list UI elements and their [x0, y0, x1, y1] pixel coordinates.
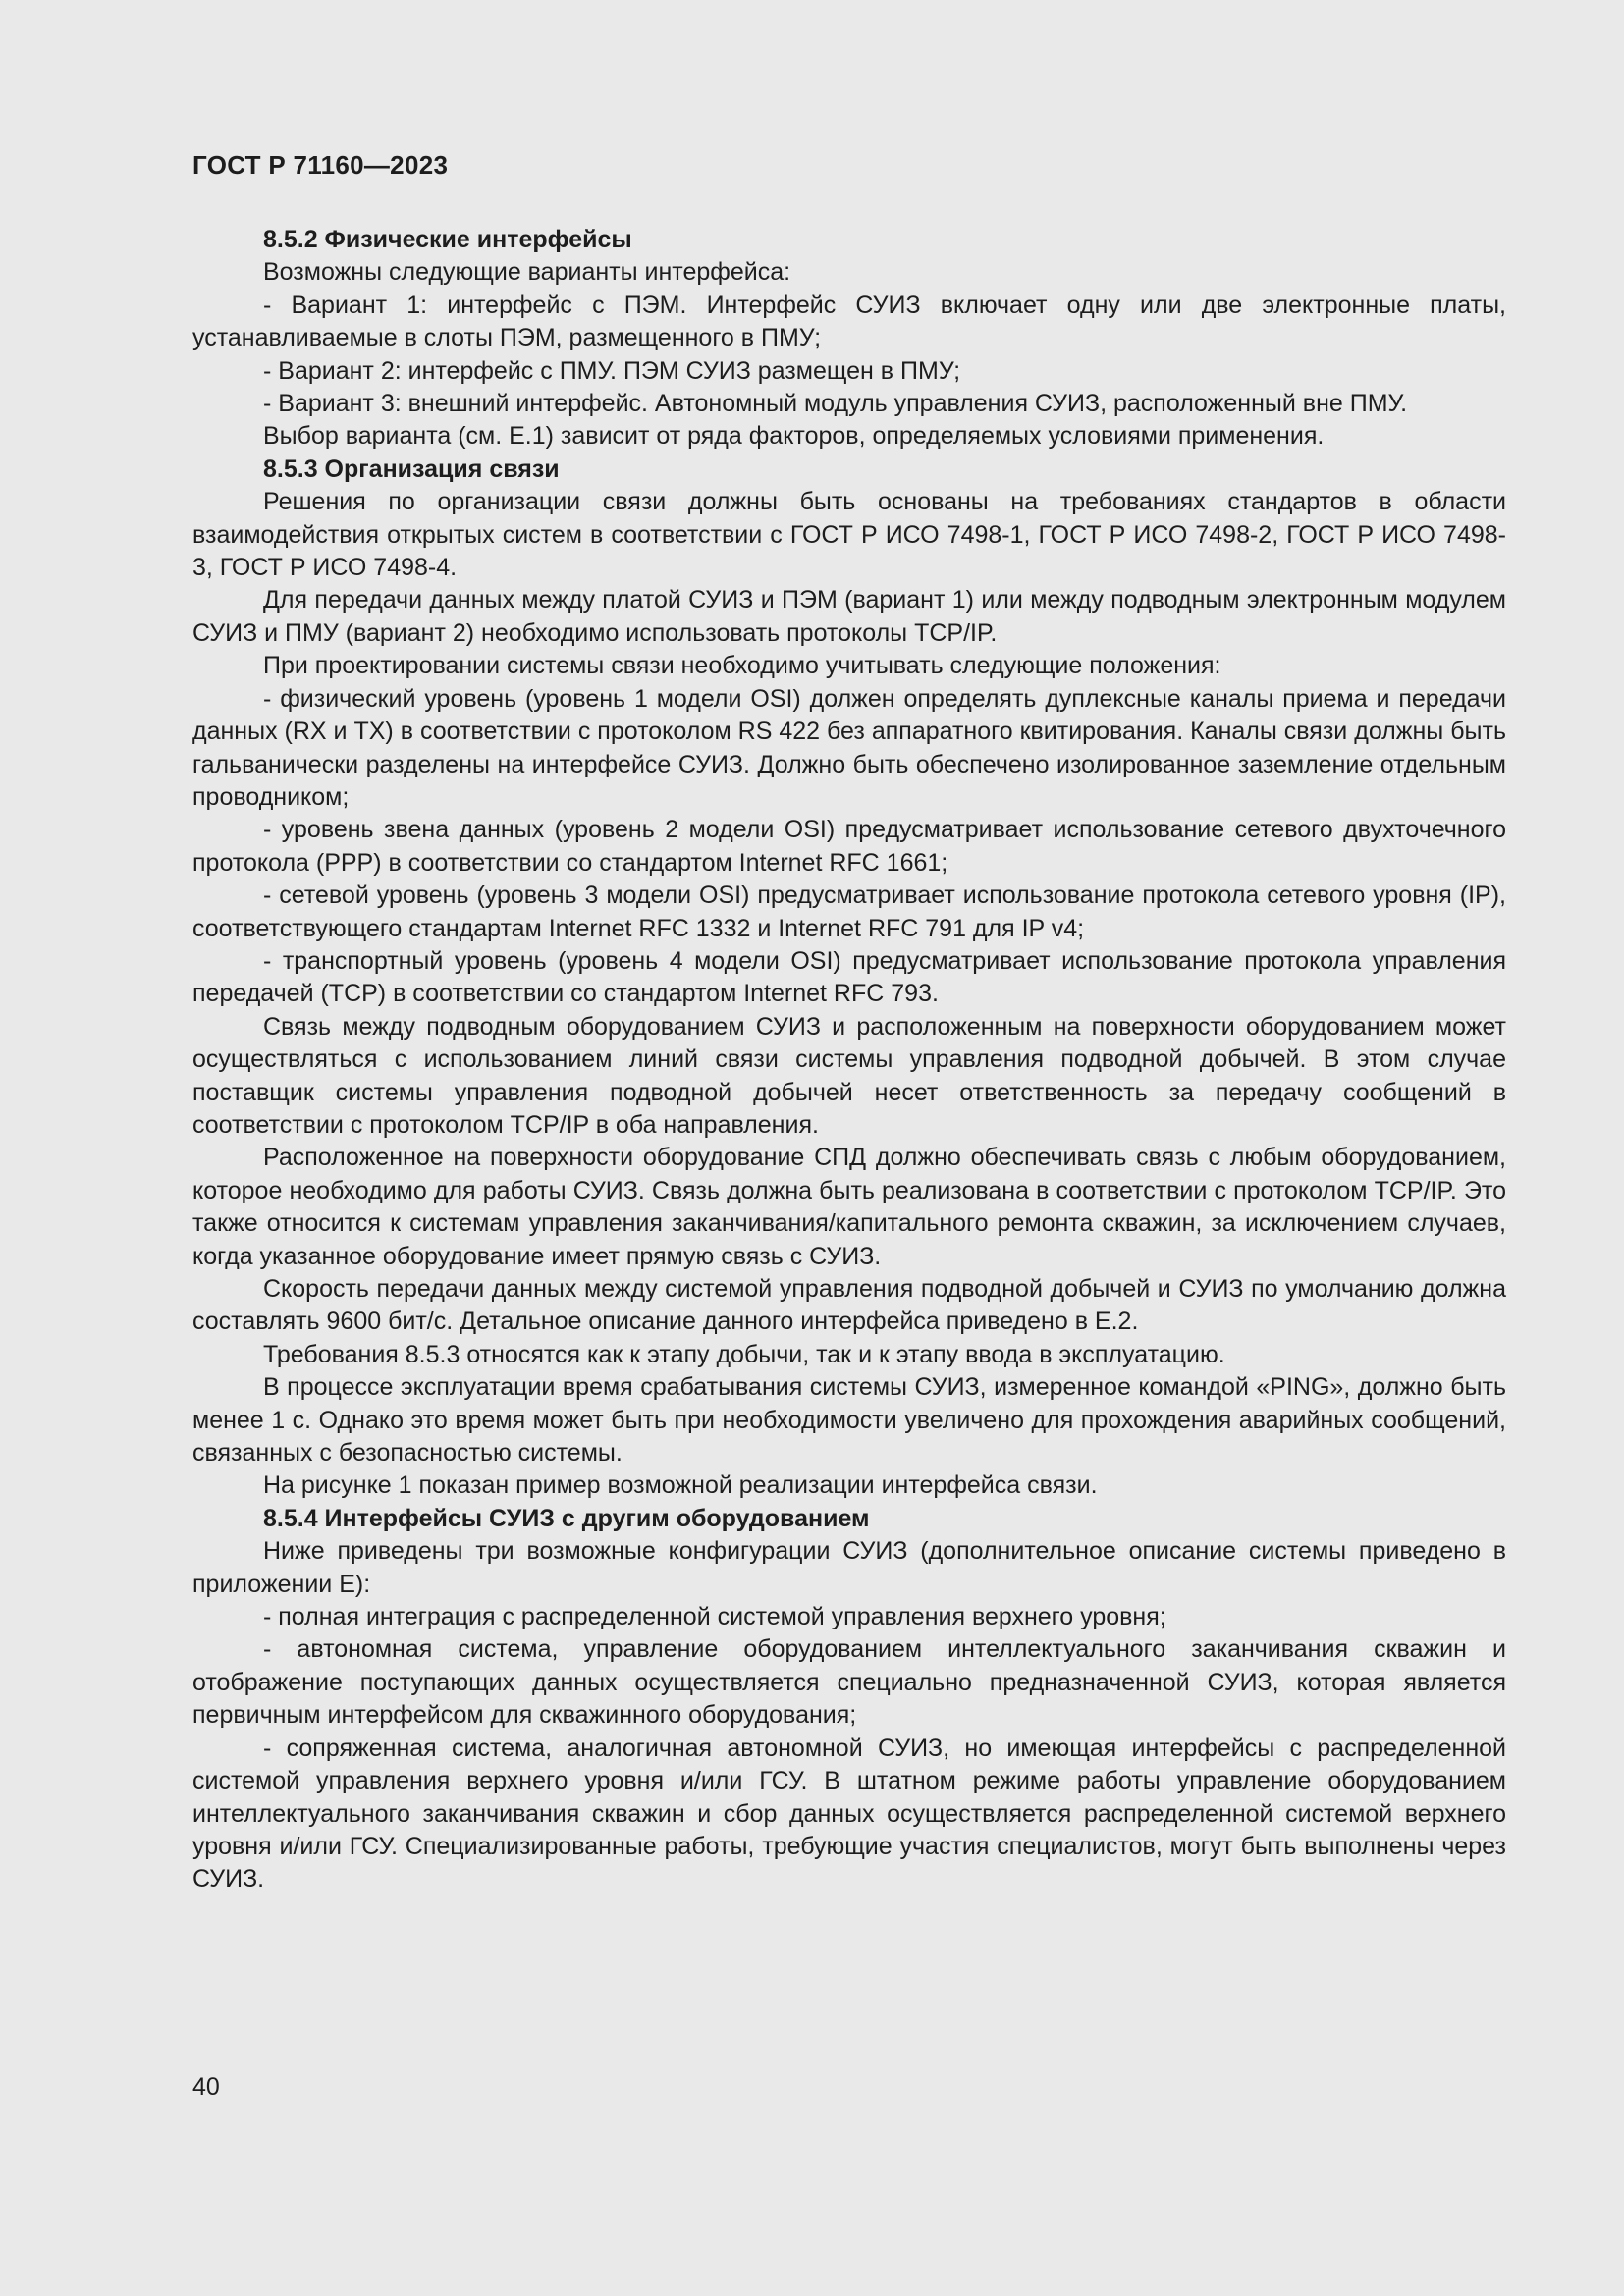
list-item: - уровень звена данных (уровень 2 модели OSI) предусматривает использование сетевого двухточечного протокола (PPP) в соответствии со стандартом Internet RFC 1661; — [192, 816, 1506, 877]
paragraph: В процессе эксплуатации время срабатывания системы СУИЗ, измеренное командой «PING», должно быть менее 1 с. Однако это время может быть при необходимости увеличено для прохождения аварийных сообщений, связанных с безопасностью системы. — [192, 1373, 1506, 1468]
list-item: - Вариант 2: интерфейс с ПМУ. ПЭМ СУИЗ размещен в ПМУ; — [263, 356, 961, 385]
paragraph: Ниже приведены три возможные конфигурации СУИЗ (дополнительное описание системы приведено в приложении Е): — [192, 1537, 1506, 1598]
list-item: - сопряженная система, аналогичная автономной СУИЗ, но имеющая интерфейсы с распределенной системой управления верхнего уровня и/или ГСУ. В штатном режиме работы управление оборудованием интеллектуального заканчивания скважин и сбор данных осуществляется распределенной системой верхнего уровня и/или ГСУ. Специализированные работы, требующие участия специалистов, могут быть выполнены через СУИЗ. — [192, 1734, 1506, 1894]
list-item: - Вариант 3: внешний интерфейс. Автономный модуль управления СУИЗ, расположенный вне ПМУ. — [263, 390, 1408, 418]
paragraph: Возможны следующие варианты интерфейса: — [263, 258, 791, 287]
list-item: - сетевой уровень (уровень 3 модели OSI) предусматривает использование протокола сетевого уровня (IP), соответствующего стандартам Internet RFC 1332 и Internet RFC 791 для IP v4; — [192, 881, 1506, 942]
paragraph: Скорость передачи данных между системой управления подводной добычей и СУИЗ по умолчанию должна составлять 9600 бит/с. Детальное описание данного интерфейса приведено в Е.2. — [192, 1275, 1506, 1336]
page-number: 40 — [192, 2073, 220, 2101]
section-heading-8-5-3: 8.5.3 Организация связи — [263, 454, 560, 483]
list-item: - автономная система, управление оборудованием интеллектуального заканчивания скважин и отображение поступающих данных осуществляется специально предназначенной СУИЗ, которая является первичным интерфейсом для скважинного оборудования; — [192, 1635, 1506, 1730]
paragraph: Выбор варианта (см. Е.1) зависит от ряда факторов, определяемых условиями применения. — [263, 422, 1325, 451]
list-item: - физический уровень (уровень 1 модели OSI) должен определять дуплексные каналы приема и передачи данных (RX и TX) в соответствии с протоколом RS 422 без аппаратного квитирования. Каналы связи должны быть гальванически разделены на интерфейсе СУИЗ. Должно быть обеспечено изолированное заземление отдельным проводником; — [192, 684, 1506, 811]
section-heading-8-5-2: 8.5.2 Физические интерфейсы — [263, 226, 632, 253]
paragraph: Требования 8.5.3 относятся как к этапу добычи, так и к этапу ввода в эксплуатацию. — [263, 1340, 1225, 1368]
paragraph: Решения по организации связи должны быть основаны на требованиях стандартов в области взаимодействия открытых систем в соответствии с ГОСТ Р ИСО 7498-1, ГОСТ Р ИСО 7498-2, ГОСТ Р ИСО 7498-3, ГОСТ Р ИСО 7498-4. — [192, 488, 1506, 582]
standard-id-header: ГОСТ Р 71160—2023 — [192, 150, 449, 180]
paragraph: При проектировании системы связи необходимо учитывать следующие положения: — [263, 652, 1221, 680]
paragraph: Связь между подводным оборудованием СУИЗ и расположенным на поверхности оборудованием может осуществляться с использованием линий связи системы управления подводной добычей. В этом случае поставщик системы управления подводной добычей несет ответственность за передачу сообщений в соответствии с протоколом TCP/IP в оба направления. — [192, 1012, 1506, 1139]
paragraph: Расположенное на поверхности оборудование СПД должно обеспечивать связь с любым оборудованием, которое необходимо для работы СУИЗ. Связь должна быть реализована в соответствии с протоколом TCP/IP. Это также относится к системам управления заканчивания/капитального ремонта скважин, за исключением случаев, когда указанное оборудование имеет прямую связь с СУИЗ. — [192, 1144, 1506, 1270]
paragraph: Для передачи данных между платой СУИЗ и ПЭМ (вариант 1) или между подводным электронным модулем СУИЗ и ПМУ (вариант 2) необходимо использовать протоколы TCP/IP. — [192, 586, 1506, 647]
document-body — [192, 224, 1506, 1896]
section-heading-8-5-4: 8.5.4 Интерфейсы СУИЗ с другим оборудованием — [263, 1504, 870, 1532]
list-item: - полная интеграция с распределенной системой управления верхнего уровня; — [263, 1603, 1166, 1631]
list-item: - Вариант 1: интерфейс с ПЭМ. Интерфейс СУИЗ включает одну или две электронные платы, устанавливаемые в слоты ПЭМ, размещенного в ПМУ; — [192, 291, 1506, 352]
paragraph: На рисунке 1 показан пример возможной реализации интерфейса связи. — [263, 1471, 1098, 1500]
list-item: - транспортный уровень (уровень 4 модели OSI) предусматривает использование протокола управления передачей (TCP) в соответствии со стандартом Internet RFC 793. — [192, 946, 1506, 1008]
